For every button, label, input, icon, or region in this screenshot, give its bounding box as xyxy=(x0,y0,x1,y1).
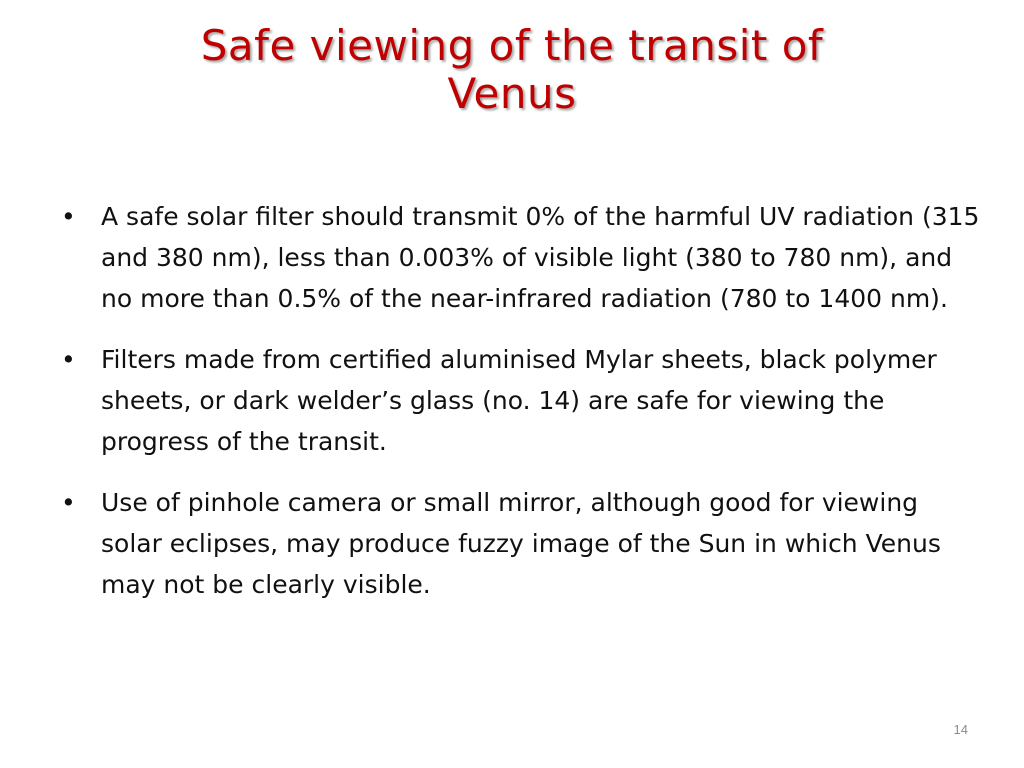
bullet-text: Filters made from certified aluminised Mylar sheets, black polymer sheets, or dark welder’s glass (no. 14) are safe for viewing the progress of the transit. xyxy=(101,345,937,456)
bullet-text: Use of pinhole camera or small mirror, although good for viewing solar eclipses, may produce fuzzy image of the Sun in which Venus may not be clearly visible. xyxy=(101,488,941,599)
bullet-item-2 xyxy=(55,339,985,462)
slide-title xyxy=(60,22,964,118)
bullet-marker: • xyxy=(61,202,76,231)
slide-title-line-2: Venus xyxy=(447,69,577,118)
bullet-item-3 xyxy=(55,482,985,605)
bullet-marker: • xyxy=(61,345,76,374)
bullet-list xyxy=(55,196,985,625)
slide-number: 14 xyxy=(953,722,968,737)
bullet-marker: • xyxy=(61,488,76,517)
slide-title-line-1: Safe viewing of the transit of xyxy=(200,21,824,70)
bullet-item-1 xyxy=(55,196,985,319)
bullet-text: A safe solar filter should transmit 0% of the harmful UV radiation (315 and 380 nm), less than 0.003% of visible light (380 to 780 nm), and no more than 0.5% of the near-infrared radiation (780 to 1400 nm). xyxy=(101,202,980,313)
